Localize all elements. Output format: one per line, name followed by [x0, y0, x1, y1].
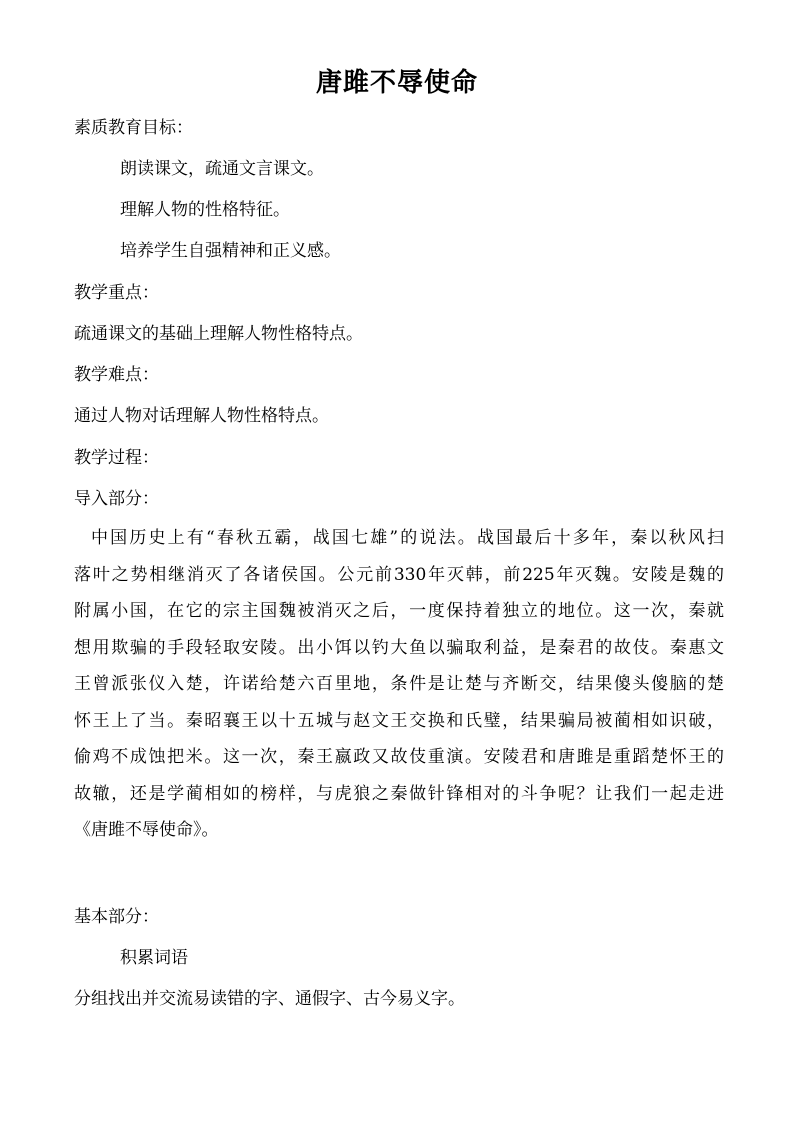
key-points-heading: 教学重点：: [74, 283, 159, 303]
key-points-text: 疏通课文的基础上理解人物性格特点。: [74, 324, 363, 344]
basic-heading: 基本部分：: [74, 907, 159, 927]
paragraph-line: 想用欺骗的手段轻取安陵。出小饵以钓大鱼以骗取利益，是秦君的故伎。秦惠文: [74, 637, 724, 658]
intro-heading: 导入部分：: [74, 489, 159, 509]
basic-subheading: 积累词语: [120, 948, 188, 968]
paragraph-line: 偷鸡不成蚀把米。这一次，秦王嬴政又故伎重演。安陵君和唐雎是重蹈楚怀王的: [74, 747, 724, 767]
paragraph-line: 附属小国，在它的宗主国魏被消灭之后，一度保持着独立的地位。这一次，秦就: [74, 601, 724, 621]
difficulties-heading: 教学难点：: [74, 365, 159, 385]
difficulties-text: 通过人物对话理解人物性格特点。: [74, 406, 329, 426]
intro-paragraph: [74, 526, 724, 855]
paragraph-line: 怀王上了当。秦昭襄王以十五城与赵文王交换和氏璧，结果骗局被蔺相如识破，: [74, 710, 724, 731]
objective-item: 朗读课文，疏通文言课文。: [120, 159, 324, 179]
paragraph-line: 落叶之势相继消灭了各诸侯国。公元前330年灭韩，前225年灭魏。安陵是魏的: [74, 564, 724, 585]
process-heading: 教学过程：: [74, 448, 159, 468]
objective-item: 理解人物的性格特征。: [120, 200, 290, 220]
paragraph-line: 中国历史上有“春秋五霸，战国七雄”的说法。战国最后十多年，秦以秋风扫: [91, 528, 724, 548]
objective-item: 培养学生自强精神和正义感。: [120, 241, 341, 261]
basic-text: 分组找出并交流易读错的字、通假字、古今易义字。: [74, 989, 465, 1009]
paragraph-line: 故辙，还是学蔺相如的榜样，与虎狼之秦做针锋相对的斗争呢？让我们一起走进: [74, 783, 724, 804]
paragraph-line: 《唐雎不辱使命》。: [74, 820, 219, 840]
page-title: 唐雎不辱使命: [315, 68, 478, 98]
objectives-heading: 素质教育目标：: [74, 118, 193, 138]
paragraph-line: 王曾派张仪入楚，许诺给楚六百里地，条件是让楚与齐断交，结果傻头傻脑的楚: [74, 674, 724, 694]
